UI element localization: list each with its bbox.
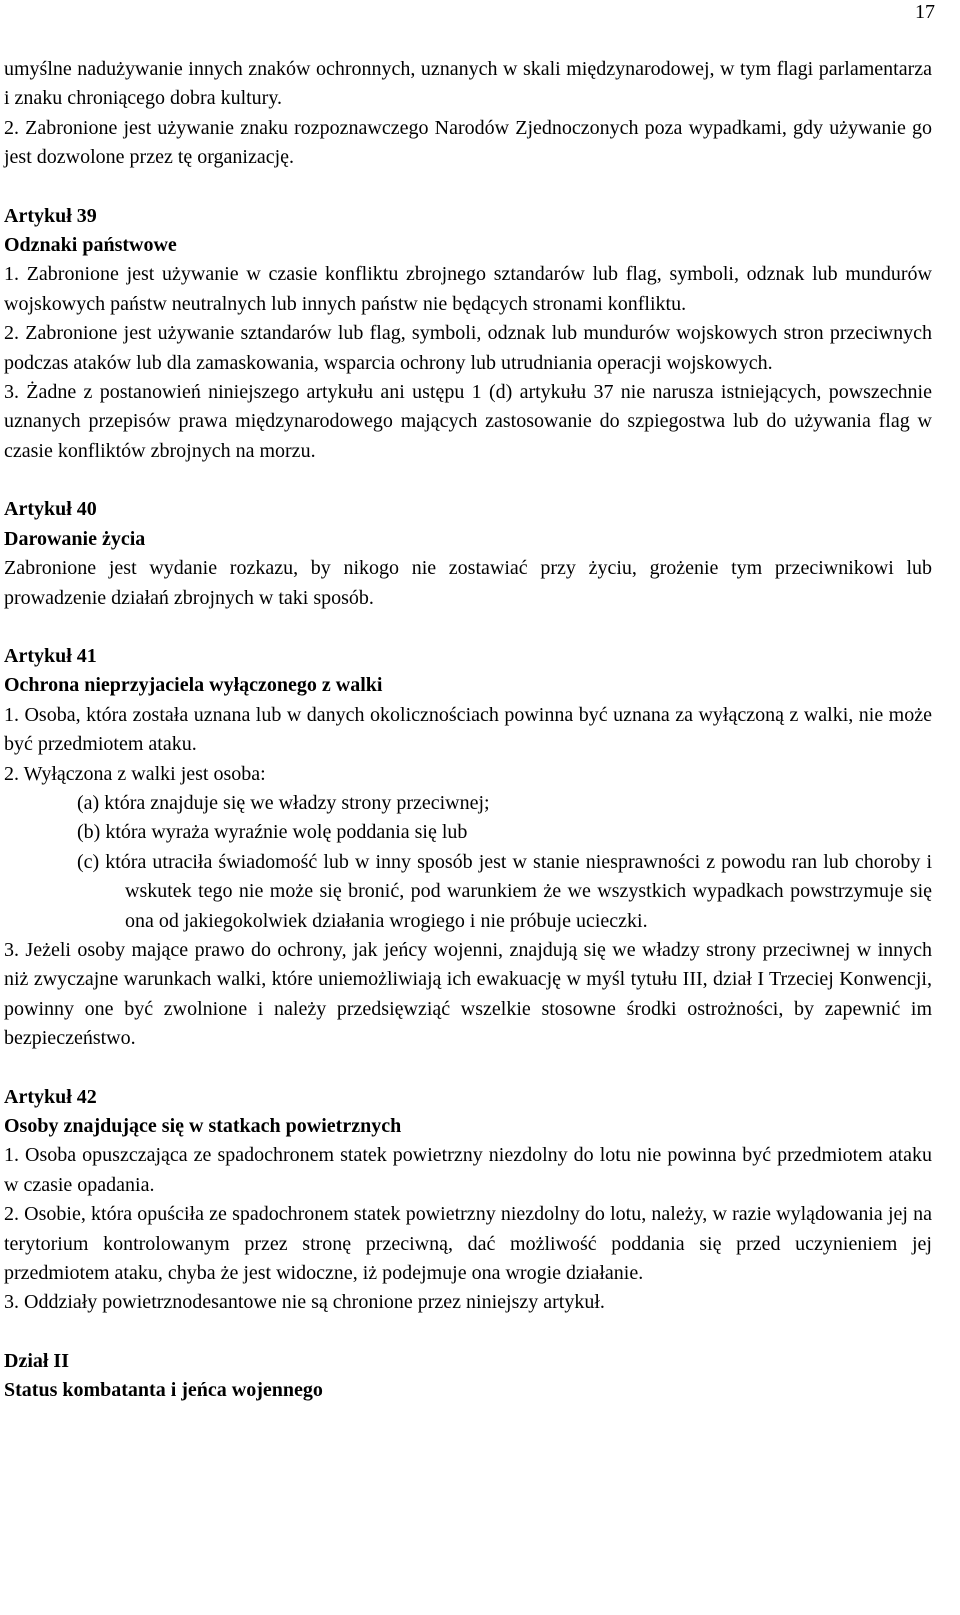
article-39-subtitle: Odznaki państwowe: [4, 234, 177, 257]
article-39-title: Artykuł 39: [4, 204, 97, 227]
intro-paragraph-2: 2. Zabronione jest używanie znaku rozpoznawczego Narodów Zjednoczonych poza wypadkami, gdy używanie go jest dozwolone przez tę organizację.: [4, 116, 932, 169]
article-41-paragraph-2: 2. Wyłączona z walki jest osoba:: [4, 762, 266, 785]
article-42-paragraph-2: 2. Osobie, która opuściła ze spadochronem statek powietrzny niezdolny do lotu, należy, w razie wylądowania jej na terytorium kontrolowanym przez stronę przeciwną, dać możliwość poddania się przed uczynieniem jej przedmiotem ataku, chyba że jest widoczne, iż podejmuje ona wrogie działanie.: [4, 1203, 932, 1285]
section-subtitle: Status kombatanta i jeńca wojennego: [4, 1379, 323, 1402]
section-title: Dział II: [4, 1349, 69, 1372]
article-41-title: Artykuł 41: [4, 644, 97, 667]
intro-paragraph-1: umyślne nadużywanie innych znaków ochronnych, uznanych w skali międzynarodowej, w tym flagi parlamentarza i znaku chroniącego dobra kultury.: [4, 58, 932, 110]
article-41-paragraph-3: 3. Jeżeli osoby mające prawo do ochrony, jak jeńcy wojenni, znajdują się we władzy strony przeciwnej w innych niż zwyczajne warunkach walki, które uniemożliwiają ich ewakuację w myśl tytułu III, dział I Trzeciej Konwencji, powinny one być zwolnione i należy przedsięwziąć wszelkie stosowne środki ostrożności, by zapewnić im bezpieczeństwo.: [4, 938, 932, 1050]
spacer: [4, 1054, 932, 1083]
article-42-paragraph-1: 1. Osoba opuszczająca ze spadochronem statek powietrzny niezdolny do lotu nie powinna być przedmiotem ataku w czasie opadania.: [4, 1144, 932, 1196]
spacer: [4, 613, 932, 642]
article-41-item-a: (a) która znajduje się we władzy strony przeciwnej;: [77, 791, 490, 814]
spacer: [4, 173, 932, 202]
spacer: [4, 1318, 932, 1347]
page-number: 17: [915, 1, 935, 23]
article-40-paragraph: Zabronione jest wydanie rozkazu, by nikogo nie zostawiać przy życiu, grożenie tym przeciwnikowi lub prowadzenie działań zbrojnych w taki sposób.: [4, 557, 932, 609]
article-40-subtitle: Darowanie życia: [4, 527, 146, 550]
article-42-subtitle: Osoby znajdujące się w statkach powietrznych: [4, 1115, 402, 1137]
article-40-title: Artykuł 40: [4, 498, 97, 521]
article-41-item-c: (c) która utraciła świadomość lub w inny sposób jest w stanie niesprawności z powodu ran lub choroby i wskutek tego nie może się bronić, pod warunkiem że we wszystkich wypadkach powstrzymuje się ona od jakiegokolwiek działania wrogiego i nie próbuje ucieczki.: [77, 850, 932, 932]
article-41-subtitle: Ochrona nieprzyjaciela wyłączonego z walki: [4, 674, 383, 697]
article-39-paragraph-1: 1. Zabronione jest używanie w czasie konfliktu zbrojnego sztandarów lub flag, symboli, odznak lub mundurów wojskowych państw neutralnych lub innych państw nie będących stronami konfliktu.: [4, 263, 932, 315]
spacer: [4, 466, 932, 495]
article-39-paragraph-2: 2. Zabronione jest używanie sztandarów lub flag, symboli, odznak lub mundurów wojskowych stron przeciwnych podczas ataków lub dla zamaskowania, wsparcia ochrony lub utrudniania operacji wojskowych.: [4, 322, 932, 374]
article-41-paragraph-1: 1. Osoba, która została uznana lub w danych okolicznościach powinna być uznana za wyłączoną z walki, nie może być przedmiotem ataku.: [4, 703, 932, 756]
article-39-paragraph-3: 3. Żadne z postanowień niniejszego artykułu ani ustępu 1 (d) artykułu 37 nie narusza istniejących, powszechnie uznanych przepisów prawa międzynarodowego mających zastosowanie do szpiegostwa lub do używania flag w czasie konfliktów zbrojnych na morzu.: [4, 381, 932, 462]
article-41-item-b: (b) która wyraża wyraźnie wolę poddania się lub: [77, 821, 468, 844]
article-42-paragraph-3: 3. Oddziały powietrznodesantowe nie są chronione przez niniejszy artykuł.: [4, 1291, 605, 1314]
document-body: [4, 0, 932, 1406]
article-42-title: Artykuł 42: [4, 1085, 97, 1108]
